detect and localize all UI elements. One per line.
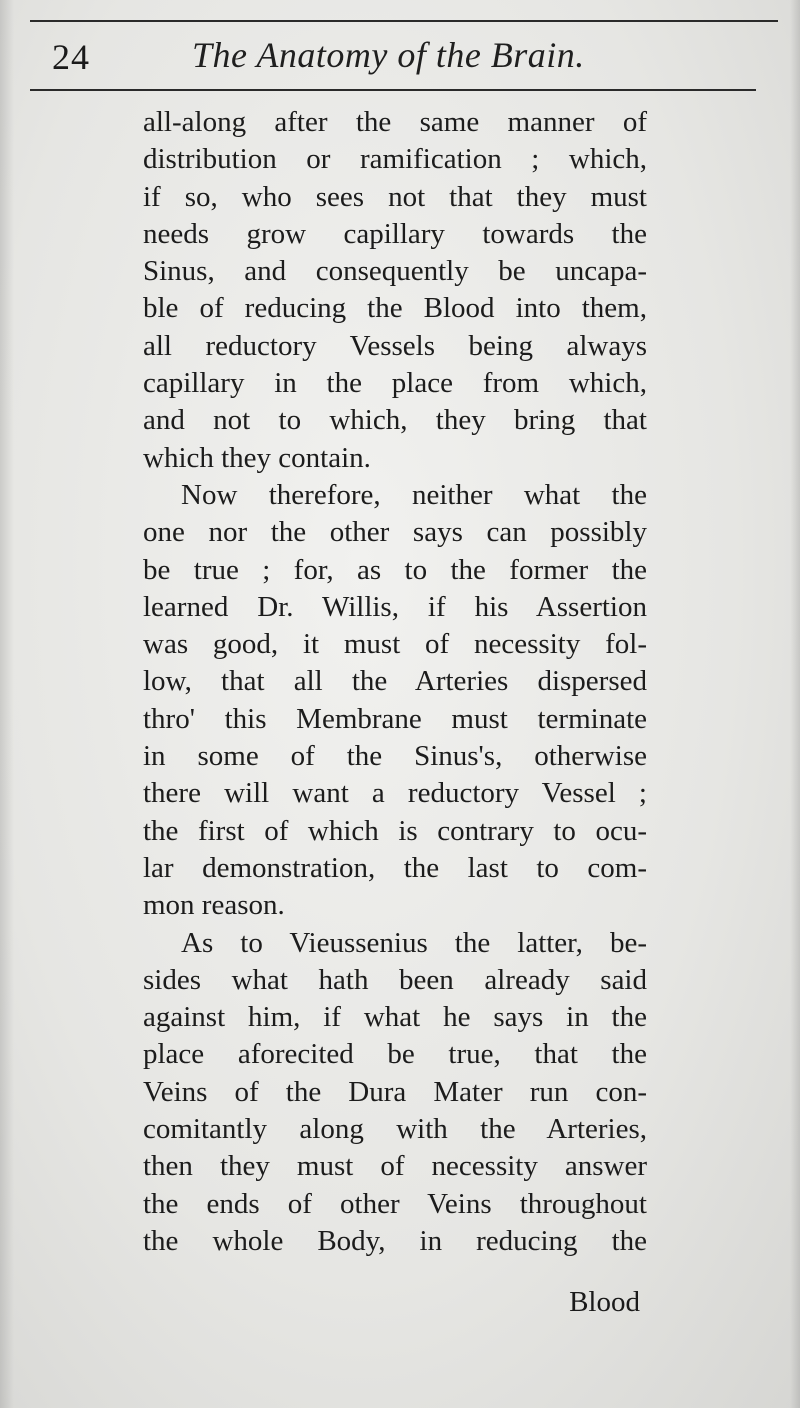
text-line: if so, who sees not that they must (143, 180, 647, 213)
page-number: 24 (52, 37, 90, 77)
text-line: Veins of the Dura Mater run con- (143, 1075, 647, 1108)
text-line: all reductory Vessels being always (143, 329, 647, 362)
running-head: The Anatomy of the Brain. (192, 35, 585, 75)
text-line: and not to which, they bring that (143, 404, 647, 437)
text-line: one nor the other says can possibly (143, 516, 647, 549)
text-line-paragraph-start: As to Vieussenius the latter, be- (181, 926, 647, 959)
text-line: mon reason. (143, 889, 285, 922)
text-line: all-along after the same manner of (143, 106, 647, 138)
text-line: learned Dr. Willis, if his Assertion (143, 590, 647, 623)
text-line: the ends of other Veins throughout (143, 1187, 647, 1220)
catchword: Blood (569, 1286, 640, 1318)
text-line: lar demonstration, the last to com- (143, 851, 647, 884)
text-line: sides what hath been already said (143, 963, 647, 996)
text-line: there will want a reductory Vessel ; (143, 777, 647, 810)
text-line: the first of which is contrary to ocu- (143, 814, 647, 847)
page-header (30, 30, 770, 86)
page-edge-shadow-right (790, 0, 800, 1408)
page-edge-shadow-left (0, 0, 14, 1408)
header-rule-top (30, 20, 778, 22)
text-line: low, that all the Arteries dispersed (143, 665, 647, 698)
text-line: ble of reducing the Blood into them, (143, 292, 647, 325)
text-line: be true ; for, as to the former the (143, 553, 647, 586)
text-line: against him, if what he says in the (143, 1001, 647, 1034)
text-line: comitantly along with the Arteries, (143, 1113, 647, 1146)
header-rule-bottom (30, 89, 756, 91)
text-line: thro' this Membrane must terminate (143, 702, 647, 735)
text-line: was good, it must of necessity fol- (143, 628, 647, 661)
text-line: in some of the Sinus's, otherwise (143, 740, 647, 773)
text-line: the whole Body, in reducing the (143, 1224, 647, 1257)
text-line: place aforecited be true, that the (143, 1038, 647, 1071)
text-line: then they must of necessity answer (143, 1150, 647, 1183)
text-line: Sinus, and consequently be uncapa- (143, 255, 647, 288)
text-line: needs grow capillary towards the (143, 217, 647, 250)
text-line: distribution or ramification ; which, (143, 143, 647, 176)
body-text (143, 104, 647, 1260)
text-line: which they contain. (143, 441, 371, 474)
text-line-paragraph-start: Now therefore, neither what the (181, 478, 647, 511)
text-line: capillary in the place from which, (143, 367, 647, 400)
